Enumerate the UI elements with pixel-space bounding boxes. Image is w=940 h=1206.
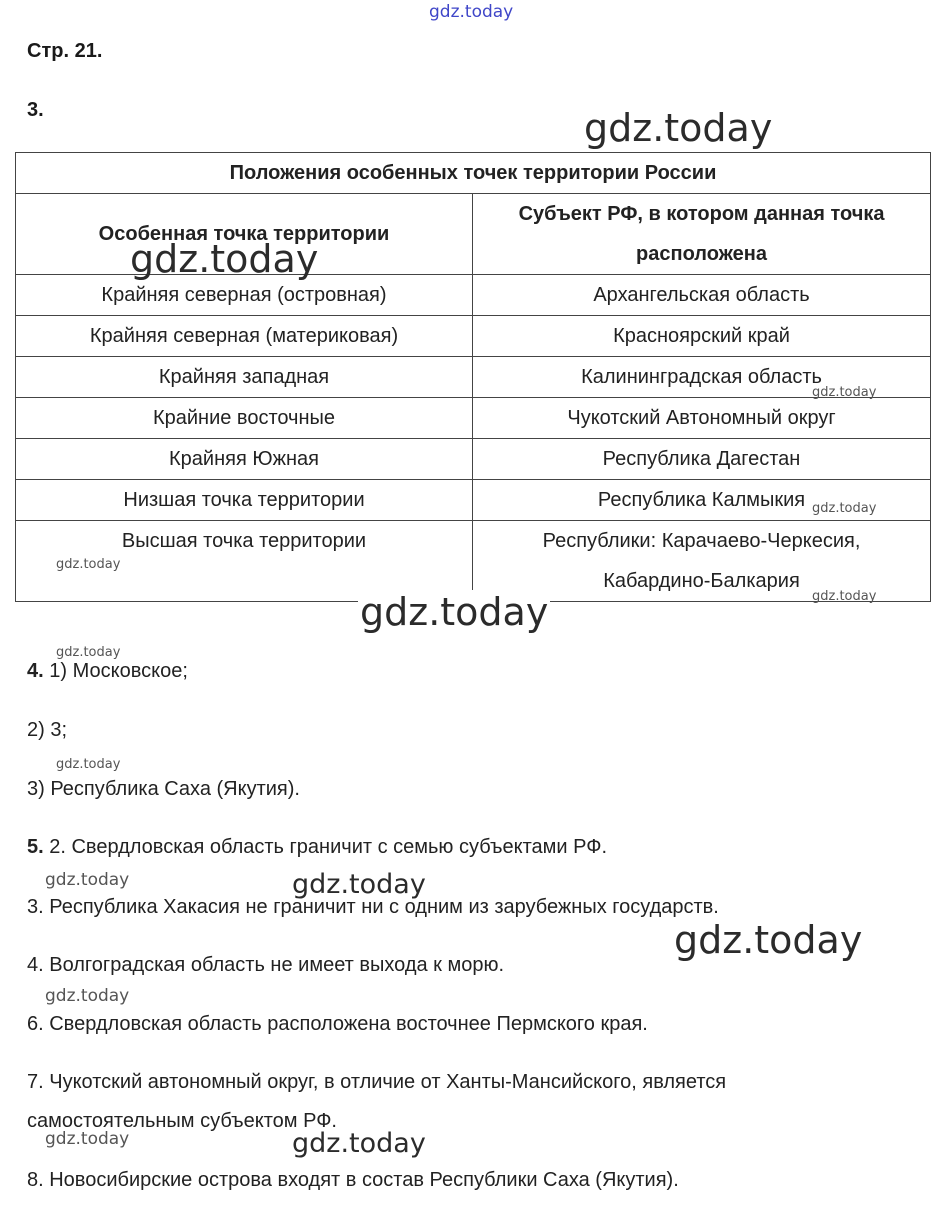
table-cell-point: Крайняя северная (островная) xyxy=(16,275,473,316)
task4-answer-line xyxy=(27,660,188,683)
task5-answer-3: 4. Волгоградская область не имеет выхода к морю. xyxy=(27,954,505,976)
task5-answer-5: 7. Чукотский автономный округ, в отличие от Ханты-Мансийского, является xyxy=(27,1071,727,1093)
table-cell-subject-line: Кабардино-Балкария xyxy=(603,570,800,592)
task5-answer-6: 8. Новосибирские острова входят в состав Республики Саха (Якутия). xyxy=(27,1169,679,1191)
watermark-large: gdz.today xyxy=(584,106,773,150)
watermark-large: gdz.today xyxy=(130,237,319,281)
column-header-point: Особенная точка территории xyxy=(16,194,473,275)
watermark-small: gdz.today xyxy=(812,589,877,604)
watermark-small: gdz.today xyxy=(45,1129,130,1149)
table-row xyxy=(16,357,931,398)
page-label: Стр. 21. xyxy=(27,40,103,62)
table-cell-point: Крайняя северная (материковая) xyxy=(16,316,473,357)
watermark-top[interactable]: gdz.today xyxy=(429,2,514,22)
task5-answer-5-continued: самостоятельным субъектом РФ. xyxy=(27,1110,337,1132)
table-cell-point: Низшая точка территории xyxy=(16,480,473,521)
table-cell-subject: Архангельская область xyxy=(473,275,931,316)
table-cell-point: Крайняя западная xyxy=(16,357,473,398)
table-cell-subject: Республика Дагестан xyxy=(473,439,931,480)
table-cell-subject-line: Республики: Карачаево-Черкесия, xyxy=(542,530,861,552)
table-cell-subject: Чукотский Автономный округ xyxy=(473,398,931,439)
table-row xyxy=(16,439,931,480)
watermark-medium: gdz.today xyxy=(292,1128,426,1159)
watermark-large: gdz.today xyxy=(360,590,549,634)
watermark-small: gdz.today xyxy=(56,557,121,572)
table-cell-point: Крайние восточные xyxy=(16,398,473,439)
table-caption: Положения особенных точек территории России xyxy=(16,153,931,194)
table-cell-subject: Калининградская область xyxy=(473,357,931,398)
task5-answer-1: 2. Свердловская область граничит с семью субъектами РФ. xyxy=(49,836,608,858)
special-points-table xyxy=(15,152,931,602)
task3-number: 3. xyxy=(27,99,44,121)
table-cell-point: Крайняя Южная xyxy=(16,439,473,480)
watermark-large: gdz.today xyxy=(674,918,863,962)
table-cell-point-text: Высшая точка территории xyxy=(121,530,367,552)
table-row xyxy=(16,398,931,439)
task4-answer-3: 3) Республика Саха (Якутия). xyxy=(27,778,300,800)
watermark-medium: gdz.today xyxy=(292,869,426,900)
task5-answer-4: 6. Свердловская область расположена восточнее Пермского края. xyxy=(27,1013,648,1035)
watermark-small: gdz.today xyxy=(45,870,130,890)
table-cell-subject: Красноярский край xyxy=(473,316,931,357)
watermark-small: gdz.today xyxy=(812,385,877,400)
task4-number: 4. xyxy=(27,660,44,682)
task4-answer-1: 1) Московское; xyxy=(49,660,188,682)
table-cell-subject: Республика Калмыкия xyxy=(473,480,931,521)
watermark-small: gdz.today xyxy=(812,501,877,516)
table-row xyxy=(16,316,931,357)
watermark-small: gdz.today xyxy=(45,986,130,1006)
column-header-subject: Субъект РФ, в котором данная точка расположена xyxy=(473,194,931,275)
task5-answer-2: 3. Республика Хакасия не граничит ни с одним из зарубежных государств. xyxy=(27,896,719,918)
task5-answer-line xyxy=(27,836,607,859)
task4-answer-2: 2) 3; xyxy=(27,719,68,741)
task5-number: 5. xyxy=(27,836,44,858)
watermark-small: gdz.today xyxy=(56,645,121,660)
table-row xyxy=(16,480,931,521)
watermark-small: gdz.today xyxy=(56,757,121,772)
